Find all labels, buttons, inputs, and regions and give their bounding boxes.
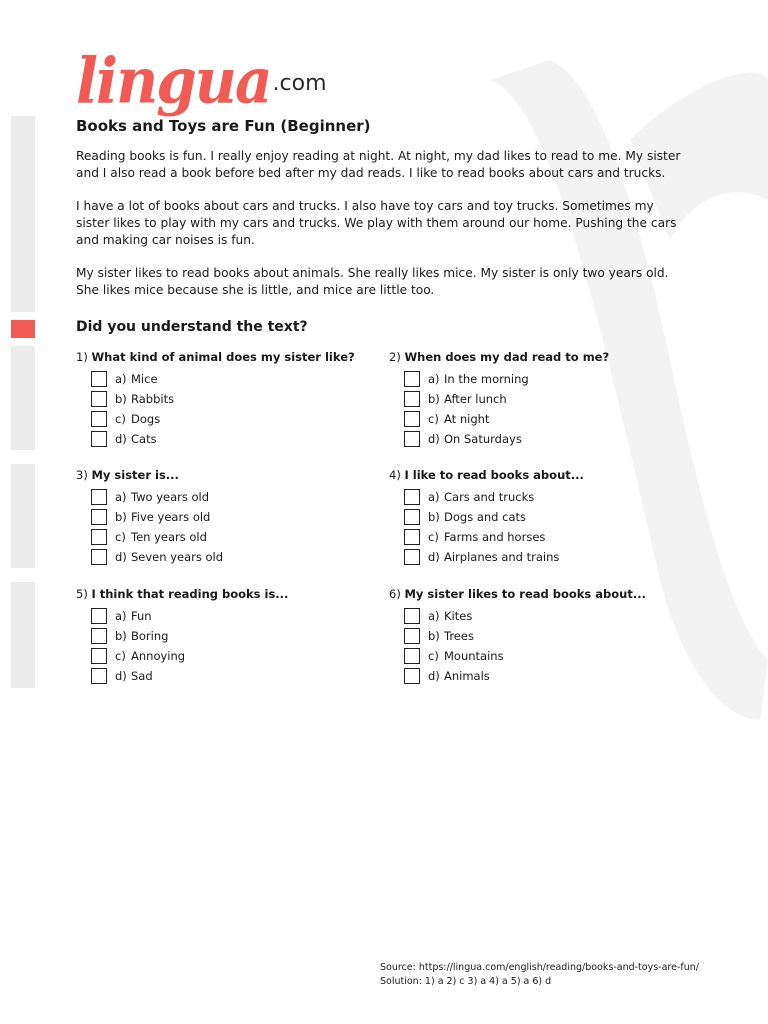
- option-letter: d): [428, 669, 440, 683]
- question-text: I like to read books about...: [404, 468, 584, 482]
- question-heading: [389, 349, 689, 369]
- option-letter: c): [428, 649, 439, 663]
- answer-option[interactable]: [76, 527, 376, 547]
- option-text: Dogs: [131, 412, 161, 426]
- question-heading: [389, 586, 689, 606]
- sidebar-block: [11, 464, 35, 568]
- question-heading: [389, 467, 689, 487]
- checkbox-icon[interactable]: [91, 549, 107, 565]
- quiz-heading: Did you understand the text?: [76, 319, 308, 335]
- question-number: 3): [76, 468, 88, 482]
- answer-option[interactable]: [389, 429, 689, 449]
- option-letter: b): [115, 392, 127, 406]
- answer-option[interactable]: [76, 507, 376, 527]
- option-text: Kites: [444, 609, 473, 623]
- checkbox-icon[interactable]: [91, 529, 107, 545]
- question-number: 1): [76, 350, 88, 364]
- checkbox-icon[interactable]: [91, 391, 107, 407]
- option-letter: c): [115, 412, 126, 426]
- option-letter: b): [428, 392, 440, 406]
- option-text: Mice: [131, 372, 158, 386]
- answer-option[interactable]: [389, 547, 689, 567]
- checkbox-icon[interactable]: [91, 628, 107, 644]
- checkbox-icon[interactable]: [91, 608, 107, 624]
- checkbox-icon[interactable]: [404, 431, 420, 447]
- answer-option[interactable]: [389, 606, 689, 626]
- option-letter: a): [115, 609, 127, 623]
- answer-option[interactable]: [389, 626, 689, 646]
- option-text: Boring: [131, 629, 169, 643]
- option-text: Ten years old: [131, 530, 207, 544]
- checkbox-icon[interactable]: [404, 648, 420, 664]
- checkbox-icon[interactable]: [404, 391, 420, 407]
- option-letter: d): [428, 550, 440, 564]
- footer-source: Source: https://lingua.com/english/reading/books-and-toys-are-fun/: [380, 962, 699, 973]
- option-text: Trees: [444, 629, 474, 643]
- footer-solution: Solution: 1) a 2) c 3) a 4) a 5) a 6) d: [380, 976, 552, 987]
- answer-option[interactable]: [389, 646, 689, 666]
- question-text: When does my dad read to me?: [404, 350, 610, 364]
- lingua-logo[interactable]: [76, 30, 327, 118]
- question-number: 5): [76, 587, 88, 601]
- question-heading: [76, 586, 376, 606]
- option-text: On Saturdays: [444, 432, 522, 446]
- checkbox-icon[interactable]: [91, 371, 107, 387]
- checkbox-icon[interactable]: [404, 668, 420, 684]
- option-letter: c): [428, 530, 439, 544]
- option-letter: c): [115, 649, 126, 663]
- question-2: [389, 349, 689, 449]
- option-text: Fun: [131, 609, 152, 623]
- option-text: Seven years old: [131, 550, 224, 564]
- option-text: After lunch: [444, 392, 507, 406]
- checkbox-icon[interactable]: [404, 489, 420, 505]
- option-letter: a): [428, 490, 440, 504]
- logo-word: lingua: [76, 44, 271, 118]
- option-text: In the morning: [444, 372, 529, 386]
- option-letter: b): [428, 629, 440, 643]
- question-number: 6): [389, 587, 401, 601]
- sidebar-block: [11, 346, 35, 450]
- checkbox-icon[interactable]: [404, 529, 420, 545]
- option-letter: b): [115, 629, 127, 643]
- checkbox-icon[interactable]: [404, 509, 420, 525]
- checkbox-icon[interactable]: [404, 628, 420, 644]
- question-text: My sister is...: [91, 468, 179, 482]
- option-text: Farms and horses: [444, 530, 546, 544]
- answer-option[interactable]: [389, 369, 689, 389]
- question-text: I think that reading books is...: [91, 587, 289, 601]
- option-text: Dogs and cats: [444, 510, 526, 524]
- option-text: Cars and trucks: [444, 490, 535, 504]
- footer: [380, 961, 699, 989]
- option-text: Mountains: [444, 649, 504, 663]
- option-text: Cats: [131, 432, 157, 446]
- answer-option[interactable]: [76, 409, 376, 429]
- checkbox-icon[interactable]: [404, 371, 420, 387]
- checkbox-icon[interactable]: [91, 509, 107, 525]
- option-text: Two years old: [131, 490, 210, 504]
- answer-option[interactable]: [389, 487, 689, 507]
- question-3: [76, 467, 376, 567]
- logo-suffix: .com: [272, 71, 327, 96]
- question-6: [389, 586, 689, 686]
- checkbox-icon[interactable]: [404, 549, 420, 565]
- option-text: Rabbits: [131, 392, 175, 406]
- checkbox-icon[interactable]: [91, 431, 107, 447]
- answer-option[interactable]: [76, 547, 376, 567]
- option-letter: a): [115, 372, 127, 386]
- question-text: My sister likes to read books about...: [404, 587, 646, 601]
- option-letter: d): [428, 432, 440, 446]
- paragraph-1: Reading books is fun. I really enjoy reading at night. At night, my dad likes to read to me. My sister and I also read a book before bed after my dad reads. I like to read books about cars and trucks.: [76, 149, 681, 180]
- answer-option[interactable]: [76, 666, 376, 686]
- question-4: [389, 467, 689, 567]
- option-text: Five years old: [131, 510, 211, 524]
- paragraph-2: I have a lot of books about cars and trucks. I also have toy cars and toy trucks. Sometimes my sister likes to play with my cars and trucks. We play with them around our home. Pushing the cars and making car noises is fun.: [76, 199, 677, 247]
- option-letter: d): [115, 550, 127, 564]
- answer-option[interactable]: [76, 626, 376, 646]
- option-text: Airplanes and trains: [444, 550, 560, 564]
- question-number: 2): [389, 350, 401, 364]
- answer-option[interactable]: [76, 389, 376, 409]
- option-text: At night: [444, 412, 490, 426]
- checkbox-icon[interactable]: [404, 608, 420, 624]
- question-heading: [76, 349, 376, 369]
- page-title: Books and Toys are Fun (Beginner): [76, 117, 371, 135]
- question-number: 4): [389, 468, 401, 482]
- answer-option[interactable]: [76, 429, 376, 449]
- sidebar-block: [11, 116, 35, 312]
- answer-option[interactable]: [76, 487, 376, 507]
- question-heading: [76, 467, 376, 487]
- sidebar-accent-marker: [11, 320, 35, 338]
- checkbox-icon[interactable]: [91, 648, 107, 664]
- sidebar-block: [11, 582, 35, 688]
- checkbox-icon[interactable]: [91, 411, 107, 427]
- answer-option[interactable]: [389, 527, 689, 547]
- option-text: Animals: [444, 669, 490, 683]
- answer-option[interactable]: [389, 666, 689, 686]
- option-letter: a): [428, 609, 440, 623]
- option-text: Annoying: [131, 649, 186, 663]
- option-letter: a): [428, 372, 440, 386]
- option-letter: d): [115, 669, 127, 683]
- answer-option[interactable]: [76, 369, 376, 389]
- option-text: Sad: [131, 669, 153, 683]
- option-letter: d): [115, 432, 127, 446]
- question-1: [76, 349, 376, 449]
- answer-option[interactable]: [389, 389, 689, 409]
- answer-option[interactable]: [76, 606, 376, 626]
- option-letter: a): [115, 490, 127, 504]
- option-letter: c): [115, 530, 126, 544]
- option-letter: b): [115, 510, 127, 524]
- checkbox-icon[interactable]: [404, 411, 420, 427]
- answer-option[interactable]: [76, 646, 376, 666]
- checkbox-icon[interactable]: [91, 668, 107, 684]
- paragraph-3: My sister likes to read books about animals. She really likes mice. My sister is only two years old. She likes mice because she is little, and mice are little too.: [76, 266, 669, 297]
- option-letter: b): [428, 510, 440, 524]
- question-text: What kind of animal does my sister like?: [91, 350, 355, 364]
- question-5: [76, 586, 376, 686]
- option-letter: c): [428, 412, 439, 426]
- answer-option[interactable]: [389, 507, 689, 527]
- answer-option[interactable]: [389, 409, 689, 429]
- checkbox-icon[interactable]: [91, 489, 107, 505]
